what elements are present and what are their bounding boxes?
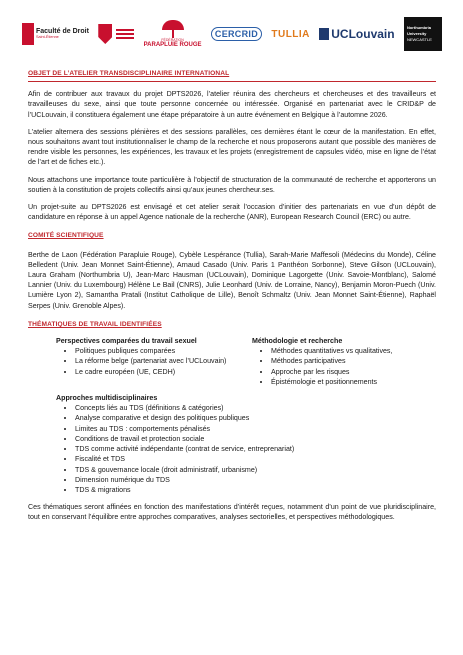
section-heading-thematiques: THÉMATIQUES DE TRAVAIL IDENTIFIÉES <box>28 320 162 328</box>
committee-members: Berthe de Laon (Fédération Parapluie Rouge), Cybèle Lespérance (Tullia), Sarah-Marie Maffesoli (Médecins du Monde), Céline Belledent (Univ. Jean Monnet Saint-Étienne), Arnaud Casado (Univ. Paris 1 Panthéon Sorbonne), Steve Gilson (UCLouvain), Laura Graham (Northumbria U), Jean-Marc Hausman (UCLouvain), Dominique Lagorgette (Univ. Savoie-Montblanc), Salomé Lannier (Univ. du Luxembourg) Hélène Le Bail (CNRS), Julie Leonhard (Univ. de Lorraine, Nancy), Benjamin Moron-Puech (Univ. Lumière Lyon 2), Samantha Pratali (Institut Catholique de Lille), Benoît Schmaltz (Univ. Jean Monnet Saint-Étienne), Raphaël Serpes (Univ. Grenoble Alpes). <box>28 250 436 310</box>
objet-paragraph-1: Afin de contribuer aux travaux du projet DPTS2026, l’atelier réunira des chercheurs et chercheuses et des travailleurs et travailleuses du sexe, ainsi que toute personne concernée ou intéressée. Organisé en partenariat avec le CRID&P de l’UCLouvain, il constituera également une étape préparatoire à un autre événement en Belgique à l’automne 2026. <box>28 90 436 119</box>
university-shield-logo <box>98 24 134 44</box>
faculte-title: Faculté de Droit <box>36 28 89 36</box>
themes-right-list <box>252 346 402 387</box>
uclouvain-label: UCLouvain <box>331 27 395 41</box>
list-item: • Le cadre européen (UE, CEDH) <box>75 367 246 377</box>
northumbria-line1: Northumbria <box>406 24 431 30</box>
list-item: • Limites au TDS : comportements pénalisés <box>75 424 356 434</box>
section-heading-comite: COMITÉ SCIENTIFIQUE <box>28 232 104 240</box>
northumbria-line2: University <box>406 30 427 36</box>
document-body <box>28 64 436 523</box>
faculte-mark-icon <box>22 23 34 45</box>
uclouvain-logo <box>319 27 394 41</box>
list-item: • Méthodes participatives <box>271 356 402 366</box>
themes-right-column <box>252 336 402 387</box>
themes-left-column <box>56 336 246 387</box>
parapluie-rouge-logo <box>144 20 202 49</box>
list-item: • Conditions de travail et protection sociale <box>75 434 356 444</box>
themes-multidisciplinary <box>56 393 356 495</box>
closing-paragraph: Ces thématiques seront affinées en fonction des manifestations d’intérêt reçues, notamment d’un point de vue pluridisciplinaire, tout en conservant l’équilibre entre approches comparatives, analyses sectorielles, et perspectives méthodologiques. <box>28 503 436 522</box>
list-item: • Analyse comparative et design des politiques publiques <box>75 413 356 423</box>
shield-icon <box>98 24 112 44</box>
list-item: • La réforme belge (partenariat avec l’UCLouvain) <box>75 356 246 366</box>
uclouvain-mark-icon <box>319 28 329 40</box>
list-item: • Fiscalité et TDS <box>75 454 356 464</box>
list-item: • Approche par les risques <box>271 367 402 377</box>
themes-multi-title: Approches multidisciplinaires <box>56 394 158 403</box>
northumbria-logo <box>404 17 442 51</box>
objet-paragraph-3: Nous attachons une importance toute particulière à l’objectif de structuration de la communauté de recherche et apporterons un soutien à la constitution de projets collectifs ainsi qu’aux jeunes chercheur.ses. <box>28 175 436 194</box>
list-item: • Concepts liés au TDS (définitions & catégories) <box>75 403 356 413</box>
faculte-subtitle: Saint-Étienne <box>36 35 59 40</box>
faculte-de-droit-logo <box>22 23 89 45</box>
list-item: • TDS comme activité indépendante (contrat de service, entreprenariat) <box>75 444 356 454</box>
themes-left-title: Perspectives comparées du travail sexuel <box>56 337 197 346</box>
section-heading-objet: OBJET DE L’ATELIER TRANSDISCIPLINAIRE INTERNATIONAL <box>28 70 230 77</box>
list-item: • Épistémologie et positionnements <box>271 377 402 387</box>
list-item: • TDS & migrations <box>75 485 356 495</box>
objet-paragraph-4: Un projet-suite au DPTS2026 est envisagé et cet atelier serait l’occasion d’initier des partenariats en vue d’un dépôt de candidature en réponse à un appel Agence nationale de la recherche (ANR), European Research Council (ERC) ou autre. <box>28 203 436 222</box>
themes-multi-list <box>56 403 356 495</box>
heading-divider <box>28 81 436 82</box>
list-item: • Politiques publiques comparées <box>75 346 246 356</box>
tullia-logo: TULLIA <box>271 28 310 40</box>
themes-left-list <box>56 346 246 377</box>
northumbria-line3: NEWCASTLE <box>406 37 432 43</box>
umbrella-icon <box>162 20 184 30</box>
parapluie-rouge-label: PARAPLUIE ROUGE <box>143 42 202 49</box>
themes-two-columns <box>28 336 436 387</box>
federation-label: FÉDÉRATION <box>161 37 184 42</box>
list-item: • TDS & gouvernance locale (droit administratif, urbanisme) <box>75 465 356 475</box>
partner-logo-strip <box>22 14 442 54</box>
objet-paragraph-2: L’atelier alternera des sessions plénières et des sessions parallèles, ces dernières étant le cœur de la manifestation. En effet, nous souhaitons avant tout institutionnaliser le champ de la recherche et nous proposerons autant que possible des manières de rendre visible les personnes, les expériences, les travaux et les projets (enregistrement de capsules vidéo, mise en ligne de l’état de l’art et de fiches etc.). <box>28 127 436 167</box>
list-item: • Dimension numérique du TDS <box>75 475 356 485</box>
list-item: • Méthodes quantitatives vs qualitatives, <box>271 346 402 356</box>
cercrid-logo: CERCRID <box>211 27 262 41</box>
themes-right-title: Méthodologie et recherche <box>252 337 343 346</box>
